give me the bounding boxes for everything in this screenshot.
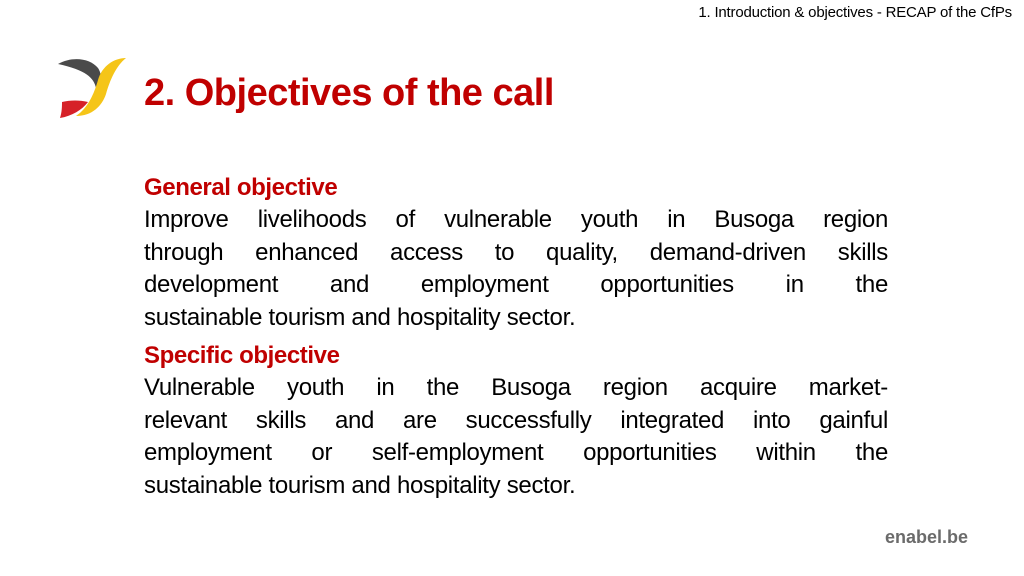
text-line: sustainable tourism and hospitality sector. — [144, 303, 576, 331]
slide-title: 2. Objectives of the call — [144, 72, 554, 114]
text-line: development and employment opportunities in the — [144, 271, 888, 298]
specific-objective-heading: Specific objective — [144, 342, 340, 369]
text-line: Vulnerable youth in the Busoga region acquire market- — [144, 374, 888, 401]
text-line: relevant skills and are successfully integrated into gainful — [144, 406, 888, 434]
text-line: employment or self-employment opportunities within the — [144, 439, 888, 466]
text-line: Improve livelihoods of vulnerable youth in Busoga region — [144, 206, 888, 233]
website-link[interactable]: enabel.be — [884, 527, 968, 547]
slide-content — [144, 172, 888, 508]
enabel-logo-icon — [56, 54, 128, 120]
text-line: through enhanced access to quality, demand-driven skills — [144, 238, 888, 266]
text-line: sustainable tourism and hospitality sector. — [144, 471, 576, 499]
breadcrumb: 1. Introduction & objectives - RECAP of the CfPs — [698, 4, 1012, 21]
general-objective-text — [144, 204, 888, 334]
specific-objective-text — [144, 372, 888, 502]
general-objective-heading: General objective — [144, 174, 338, 201]
